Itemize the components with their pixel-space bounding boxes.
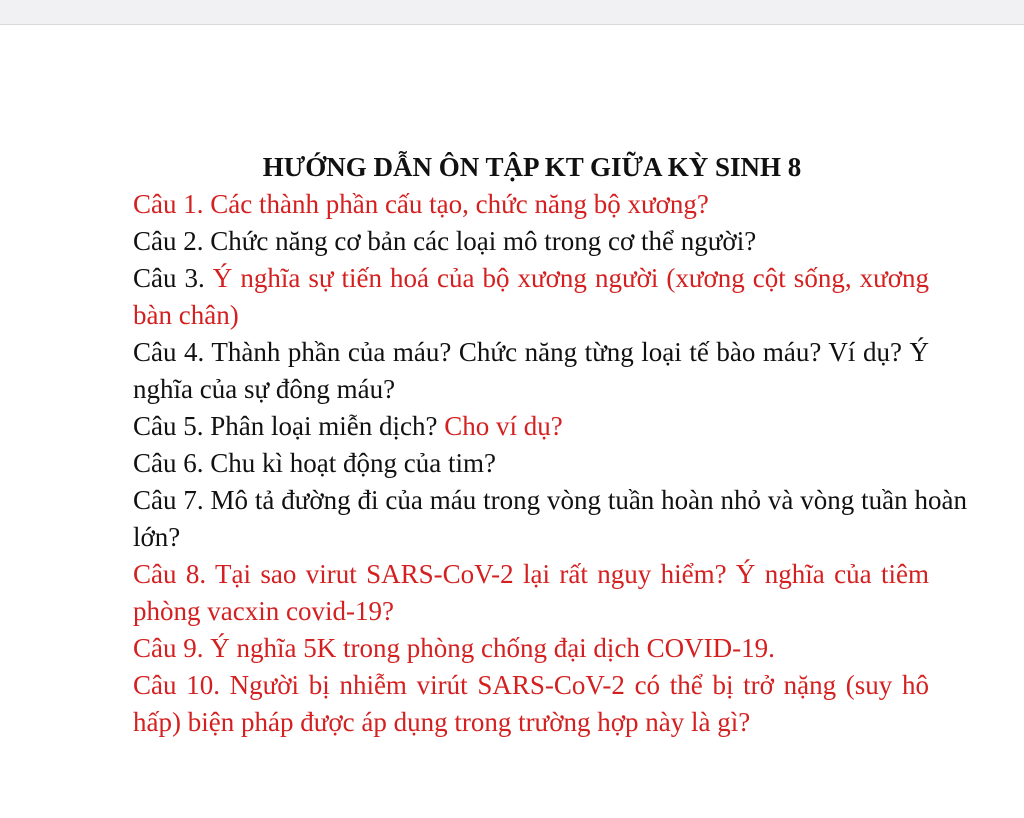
question-9: Câu 9. Ý nghĩa 5K trong phòng chống đại dịch COVID-19. (133, 633, 775, 663)
question-6: Câu 6. Chu kì hoạt động của tim? (133, 448, 496, 478)
document-title: HƯỚNG DẪN ÔN TẬP KT GIỮA KỲ SINH 8 (262, 152, 802, 182)
viewer-toolbar (0, 0, 1024, 25)
question-7: Câu 7. Mô tả đường đi của máu trong vòng tuần hoàn nhỏ và vòng tuần hoàn lớn? (133, 485, 967, 552)
question-10: Câu 10. Người bị nhiễm virút SARS-CoV-2 có thể bị trở nặng (suy hô hấp) biện pháp được áp dụng trong trường hợp này là gì? (133, 670, 929, 737)
question-8: Câu 8. Tại sao virut SARS-CoV-2 lại rất nguy hiểm? Ý nghĩa của tiêm phòng vacxin covid-19? (133, 559, 929, 626)
question-5 (133, 408, 929, 445)
question-4: Câu 4. Thành phần của máu? Chức năng từng loại tế bào máu? Ví dụ? Ý nghĩa của sự đông máu? (133, 337, 929, 404)
document-page (0, 25, 1024, 818)
question-3 (133, 260, 929, 334)
question-3-prefix: Câu 3. (133, 263, 213, 293)
question-3-text: Ý nghĩa sự tiến hoá của bộ xương người (xương cột sống, xương bàn chân) (133, 263, 929, 330)
question-1: Câu 1. Các thành phần cấu tạo, chức năng bộ xương? (133, 189, 709, 219)
question-2: Câu 2. Chức năng cơ bản các loại mô trong cơ thể người? (133, 226, 757, 256)
question-5-text: Câu 5. Phân loại miễn dịch? (133, 411, 445, 441)
question-5-suffix: Cho ví dụ? (444, 411, 563, 441)
question-list (133, 186, 967, 741)
